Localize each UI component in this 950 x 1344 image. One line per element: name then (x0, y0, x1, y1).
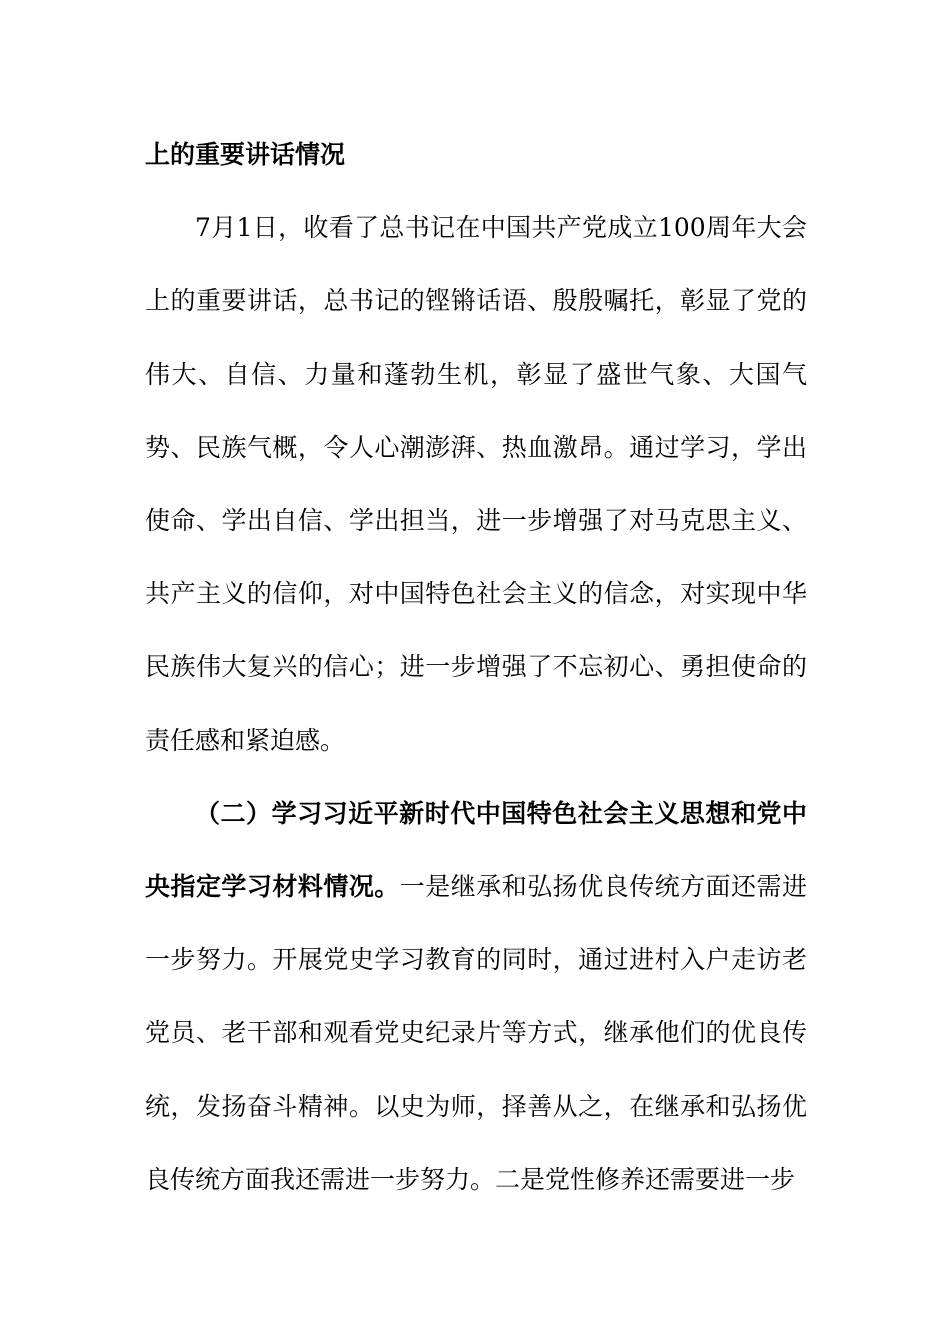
section-2-heading: （二）学习习近平新时代中国特色社会主义思想和党中央指定学习材料情况。 (145, 798, 807, 902)
section-2-body: 一是继承和弘扬优良传统方面还需进一步努力。开展党史学习教育的同时，通过进村入户走访老党员、老干部和观看党史纪录片等方式，继承他们的优良传统，发扬奋斗精神。以史为师，择善从之，在继承和弘扬优良传统方面我还需进一步努力。二是党性修养还需要进一步 (145, 872, 807, 1194)
paragraph-study-materials (145, 777, 807, 1216)
paragraph-speech-viewing: 7月1日，收看了总书记在中国共产党成立100周年大会上的重要讲话，总书记的铿锵话语、殷殷嘱托，彰显了党的伟大、自信、力量和蓬勃生机，彰显了盛世气象、大国气势、民族气概，令人心潮澎湃、热血激昂。通过学习，学出使命、学出自信、学出担当，进一步增强了对马克思主义、共产主义的信仰，对中国特色社会主义的信念，对实现中华民族伟大复兴的信心；进一步增强了不忘初心、勇担使命的责任感和紧迫感。 (145, 213, 807, 755)
document-body (145, 118, 807, 1216)
section-heading-continuation: 上的重要讲话情况 (145, 140, 346, 169)
